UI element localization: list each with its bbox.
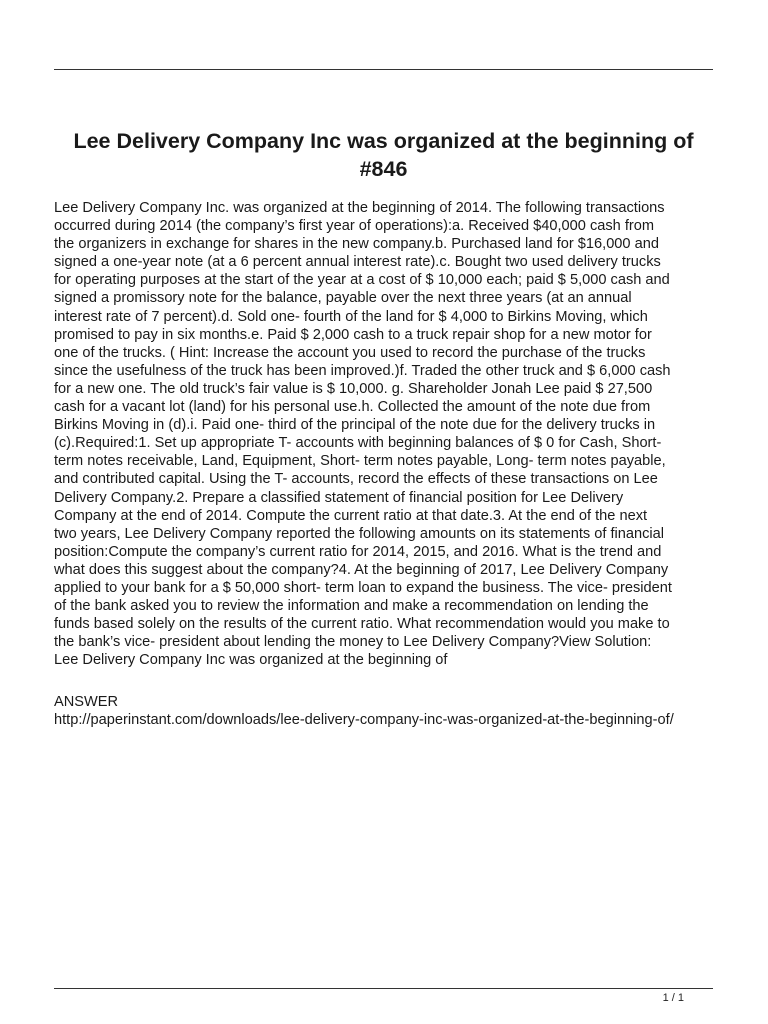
body-line: signed a one-year note (at a 6 percent annual interest rate).c. Bought two used delivery trucks [54,254,661,271]
body-line: what does this suggest about the company?4. At the beginning of 2017, Lee Delivery Company [54,561,669,578]
body-line: for operating purposes at the start of the year at a cost of $ 10,000 each; paid $ 5,000 cash and [54,272,670,289]
body-line: interest rate of 7 percent).d. Sold one- fourth of the land for $ 4,000 to Birkins Moving, which [54,308,648,325]
body-line: of the bank asked you to review the information and make a recommendation on lending the [54,598,649,615]
body-line: Lee Delivery Company Inc. was organized at the beginning of 2014. The following transactions [54,200,665,216]
body-line: promised to pay in six months.e. Paid $ 2,000 cash to a truck repair shop for a new motor for [54,326,652,343]
answer-label: ANSWER [54,694,119,710]
body-line: position:Compute the company’s current ratio for 2014, 2015, and 2016. What is the trend and [54,543,662,560]
document-title: Lee Delivery Company Inc was organized at the beginning of #846 [73,129,694,181]
body-line: the bank’s vice- president about lending the money to Lee Delivery Company?View Solution: [54,634,652,651]
body-line: (c).Required:1. Set up appropriate T- accounts with beginning balances of $ 0 for Cash, Short- [54,435,662,452]
body-line: and contributed capital. Using the T- accounts, record the effects of these transactions on Lee [54,471,658,488]
body-line: Lee Delivery Company Inc was organized at the beginning of [54,652,448,669]
body-line: since the usefulness of the truck has been improved.)f. Traded the other truck and $ 6,000 cash [54,362,671,379]
document-body [54,199,718,669]
body-line: Delivery Company.2. Prepare a classified statement of financial position for Lee Delivery [54,489,624,506]
body-line: Birkins Moving in (d).i. Paid one- third of the principal of the note due for the delivery trucks in [54,417,656,434]
body-line: one of the trucks. ( Hint: Increase the account you used to record the purchase of the trucks [54,344,646,361]
bottom-divider [54,988,713,989]
body-line: funds based solely on the results of the current ratio. What recommendation would you make to [54,616,670,633]
body-line: term notes receivable, Land, Equipment, Short- term notes payable, Long- term notes payable, [54,453,666,470]
body-line: occurred during 2014 (the company’s first year of operations):a. Received $40,000 cash from [54,218,655,235]
body-line: the organizers in exchange for shares in the new company.b. Purchased land for $16,000 and [54,236,659,253]
answer-link[interactable]: http://paperinstant.com/downloads/lee-delivery-company-inc-was-organized-at-the-beginning-of/ [54,712,674,728]
top-divider [54,69,713,70]
body-line: two years, Lee Delivery Company reported the following amounts on its statements of financial [54,525,665,542]
body-line: cash for a vacant lot (land) for his personal use.h. Collected the amount of the note due from [54,399,651,416]
body-line: applied to your bank for a $ 50,000 short- term loan to expand the business. The vice- president [54,579,672,596]
body-line: Company at the end of 2014. Compute the current ratio at that date.3. At the end of the next [54,507,648,524]
page-number: 1 / 1 [662,992,684,1004]
body-line: for a new one. The old truck’s fair value is $ 10,000. g. Shareholder Jonah Lee paid $ 27,500 [54,380,653,397]
body-line: signed a promissory note for the balance, payable over the next three years (at an annual [54,290,632,307]
